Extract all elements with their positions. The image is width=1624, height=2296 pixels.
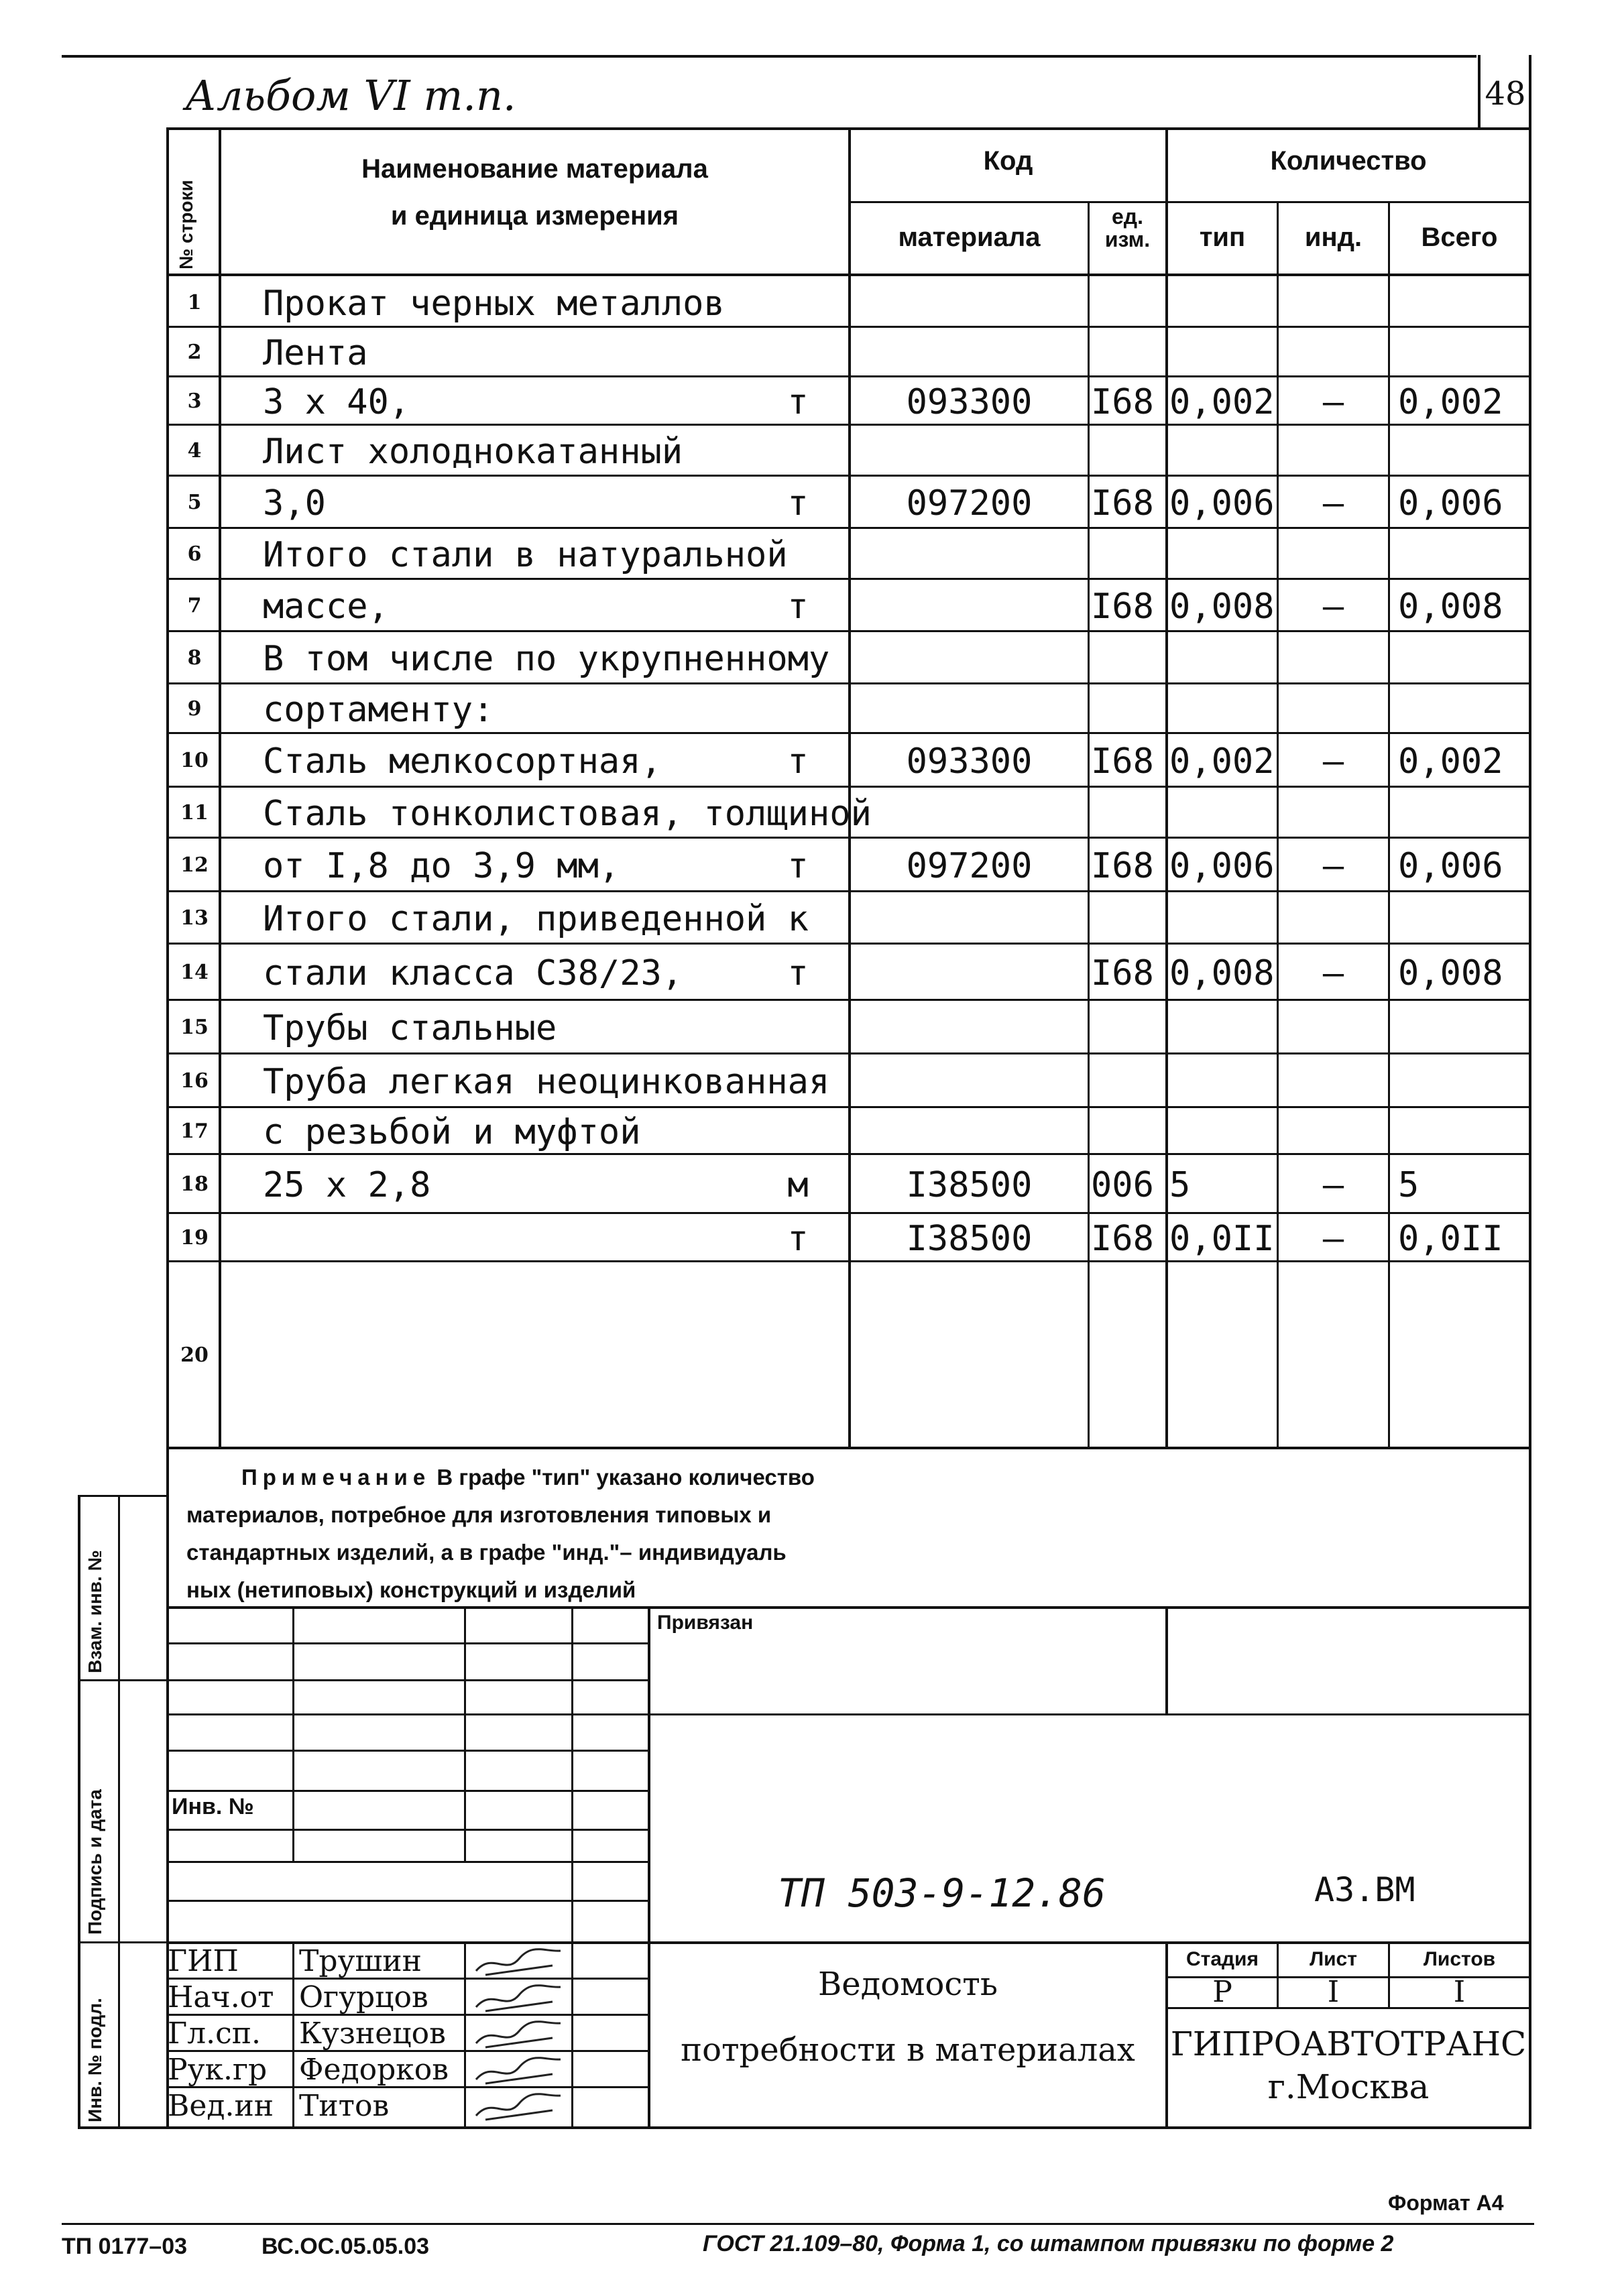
- replacement-inv-label: Взам. инв. №: [84, 1550, 105, 1673]
- name-header-line2: и единица измерения: [390, 201, 679, 231]
- note-text-1: В графе "тип" указано количество: [437, 1465, 815, 1490]
- stamp-title-line2: потребности в материалах: [681, 2031, 1135, 2069]
- cell-type: 0,002: [1169, 741, 1275, 782]
- row-number-header: № строки: [176, 180, 196, 269]
- signatory-role: Рук.гр: [168, 2053, 268, 2087]
- signatory-role: Гл.сп.: [168, 2016, 262, 2051]
- row-number: 17: [180, 1120, 209, 1143]
- material-name: Сталь мелкосортная,: [263, 741, 662, 782]
- material-name: с резьбой и муфтой: [263, 1112, 641, 1152]
- stamp-title-line1: Ведомость: [818, 1966, 998, 2003]
- row-number: 5: [187, 491, 202, 514]
- unit-of-measure: т: [787, 741, 809, 782]
- row-number: 20: [180, 1343, 209, 1367]
- unit-of-measure: т: [787, 382, 809, 422]
- cell-type: 0,008: [1169, 587, 1275, 627]
- sheets-value: I: [1453, 1975, 1466, 2009]
- cell-ind: –: [1322, 587, 1344, 627]
- cell-ind: –: [1322, 483, 1344, 524]
- stage-value: Р: [1212, 1975, 1232, 2009]
- document-code: ТП 503-9-12.86: [778, 1870, 1106, 1916]
- cell-type: 5: [1169, 1165, 1191, 1205]
- cell-type: 0,0II: [1169, 1219, 1275, 1259]
- row-number: 9: [187, 697, 202, 721]
- cell-ind: –: [1322, 953, 1344, 993]
- cell-type: 0,008: [1169, 953, 1275, 993]
- material-name: Итого стали, приведенной к: [263, 899, 809, 939]
- code-group-header: Код: [983, 146, 1033, 176]
- material-name: 3 х 40,: [263, 382, 410, 422]
- cell-total: 0,002: [1398, 741, 1503, 782]
- cell-code: 093300: [906, 382, 1033, 422]
- row-number: 15: [180, 1016, 209, 1039]
- material-name: стали класса С38/23,: [263, 953, 683, 993]
- cell-type: 0,006: [1169, 846, 1275, 886]
- row-number: 6: [187, 542, 202, 566]
- cell-ucode: I68: [1091, 1219, 1154, 1259]
- cell-total: 0,008: [1398, 587, 1503, 627]
- handwritten-signature: [472, 1945, 566, 1979]
- handwritten-signature: [472, 1982, 566, 2015]
- material-name: 25 х 2,8: [263, 1165, 431, 1205]
- unit-of-measure: т: [787, 1219, 809, 1259]
- cell-ucode: I68: [1091, 741, 1154, 782]
- handwritten-signature: [472, 2090, 566, 2124]
- sheets-label: Листов: [1423, 1948, 1496, 1970]
- cell-ucode: I68: [1091, 382, 1154, 422]
- row-number: 18: [180, 1172, 209, 1196]
- cell-total: 0,008: [1398, 953, 1503, 993]
- signatory-name: Огурцов: [299, 1980, 428, 2014]
- row-number: 4: [187, 439, 202, 463]
- album-label: Альбом VI т.п.: [185, 71, 516, 120]
- material-name: от I,8 до 3,9 мм,: [263, 846, 620, 886]
- material-name: 3,0: [263, 483, 326, 524]
- signatory-name: Трушин: [299, 1944, 422, 1978]
- row-number: 12: [180, 853, 209, 877]
- organization-name: ГИПРОАВТОТРАНС: [1170, 2025, 1527, 2063]
- cell-ucode: I68: [1091, 587, 1154, 627]
- material-name: массе,: [263, 587, 389, 627]
- note-line-1: [241, 1459, 815, 1496]
- note-title: Примечание: [241, 1465, 431, 1490]
- cell-code: 097200: [906, 483, 1033, 524]
- material-name: сортаменту:: [263, 690, 494, 730]
- footer-gost: ГОСТ 21.109–80, Форма 1, со штампом привязки по форме 2: [703, 2231, 1394, 2256]
- cell-ind: –: [1322, 382, 1344, 422]
- cell-total: 0,002: [1398, 382, 1503, 422]
- row-number: 13: [180, 906, 209, 930]
- cell-ucode: 006: [1091, 1165, 1154, 1205]
- unit-code-header: ед. изм.: [1104, 204, 1151, 251]
- cell-type: 0,002: [1169, 382, 1275, 422]
- signatory-name: Федорков: [299, 2053, 449, 2087]
- cell-ind: –: [1322, 1219, 1344, 1259]
- cell-total: 5: [1398, 1165, 1419, 1205]
- material-code-header: материала: [898, 223, 1041, 252]
- stage-label: Стадия: [1185, 1948, 1259, 1970]
- cell-type: 0,006: [1169, 483, 1275, 524]
- row-number: 2: [187, 341, 202, 364]
- unit-of-measure: т: [787, 846, 809, 886]
- note-line-3: стандартных изделий, а в графе "инд."– индивидуаль: [186, 1540, 787, 1565]
- material-name: Сталь тонколистовая, толщиной: [263, 794, 872, 834]
- organization-city: г.Москва: [1267, 2067, 1430, 2106]
- row-number: 14: [180, 961, 209, 984]
- cell-ucode: I68: [1091, 483, 1154, 524]
- cell-code: 093300: [906, 741, 1033, 782]
- signatory-role: ГИП: [168, 1944, 239, 1978]
- sheet-value: I: [1327, 1975, 1340, 2009]
- cell-ind: –: [1322, 846, 1344, 886]
- cell-total: 0,006: [1398, 846, 1503, 886]
- signature-date-label: Подпись и дата: [84, 1789, 105, 1935]
- row-number: 1: [187, 291, 202, 314]
- cell-ind: –: [1322, 741, 1344, 782]
- unit-of-measure: м: [787, 1165, 809, 1205]
- name-header-line1: Наименование материала: [361, 154, 708, 184]
- sheet-number: 48: [1485, 75, 1526, 113]
- row-number: 8: [187, 646, 202, 670]
- footer-code-1: ТП 0177–03: [62, 2234, 188, 2259]
- material-name: Труба легкая неоцинкованная: [263, 1062, 830, 1102]
- row-number: 11: [180, 801, 209, 825]
- privyazan-label: Привязан: [657, 1612, 754, 1634]
- cell-total: 0,0II: [1398, 1219, 1503, 1259]
- unit-of-measure: т: [787, 483, 809, 524]
- total-header: Всего: [1421, 223, 1498, 252]
- material-name: Лента: [263, 333, 368, 373]
- cell-ucode: I68: [1091, 846, 1154, 886]
- cell-code: I38500: [906, 1219, 1033, 1259]
- row-number: 19: [180, 1226, 209, 1250]
- unit-of-measure: т: [787, 953, 809, 993]
- handwritten-signature: [472, 2018, 566, 2051]
- document-mark: А3.ВМ: [1314, 1870, 1415, 1909]
- ind-header: инд.: [1304, 223, 1362, 252]
- signatory-role: Вед.ин: [168, 2089, 274, 2123]
- handwritten-signature: [472, 2054, 566, 2088]
- signatory-name: Кузнецов: [299, 2016, 446, 2051]
- cell-code: 097200: [906, 846, 1033, 886]
- cell-ucode: I68: [1091, 953, 1154, 993]
- unit-of-measure: т: [787, 587, 809, 627]
- row-number: 7: [187, 594, 202, 617]
- row-number: 16: [180, 1069, 209, 1093]
- material-name: Итого стали в натуральной: [263, 535, 788, 575]
- material-name: В том числе по укрупненному: [263, 639, 830, 679]
- note-line-4: ных (нетиповых) конструкций и изделий: [186, 1577, 636, 1602]
- inv-podl-label: Инв. № подл.: [84, 1998, 105, 2122]
- type-header: тип: [1199, 223, 1246, 252]
- row-number: 3: [187, 389, 202, 413]
- inv-no-label: Инв. №: [172, 1794, 254, 1819]
- format-label: Формат А4: [1388, 2191, 1504, 2215]
- material-name: Трубы стальные: [263, 1008, 557, 1048]
- material-name: Лист холоднокатанный: [263, 432, 683, 472]
- cell-total: 0,006: [1398, 483, 1503, 524]
- signatory-role: Нач.от: [168, 1980, 274, 2014]
- quantity-group-header: Количество: [1270, 146, 1427, 176]
- footer-code-2: ВС.ОС.05.05.03: [262, 2234, 430, 2259]
- note-line-2: материалов, потребное для изготовления типовых и: [186, 1502, 772, 1527]
- material-name: Прокат черных металлов: [263, 284, 725, 324]
- cell-ind: –: [1322, 1165, 1344, 1205]
- row-number: 10: [180, 749, 209, 772]
- cell-code: I38500: [906, 1165, 1033, 1205]
- signatory-name: Титов: [299, 2089, 390, 2123]
- sheet-label: Лист: [1310, 1948, 1357, 1970]
